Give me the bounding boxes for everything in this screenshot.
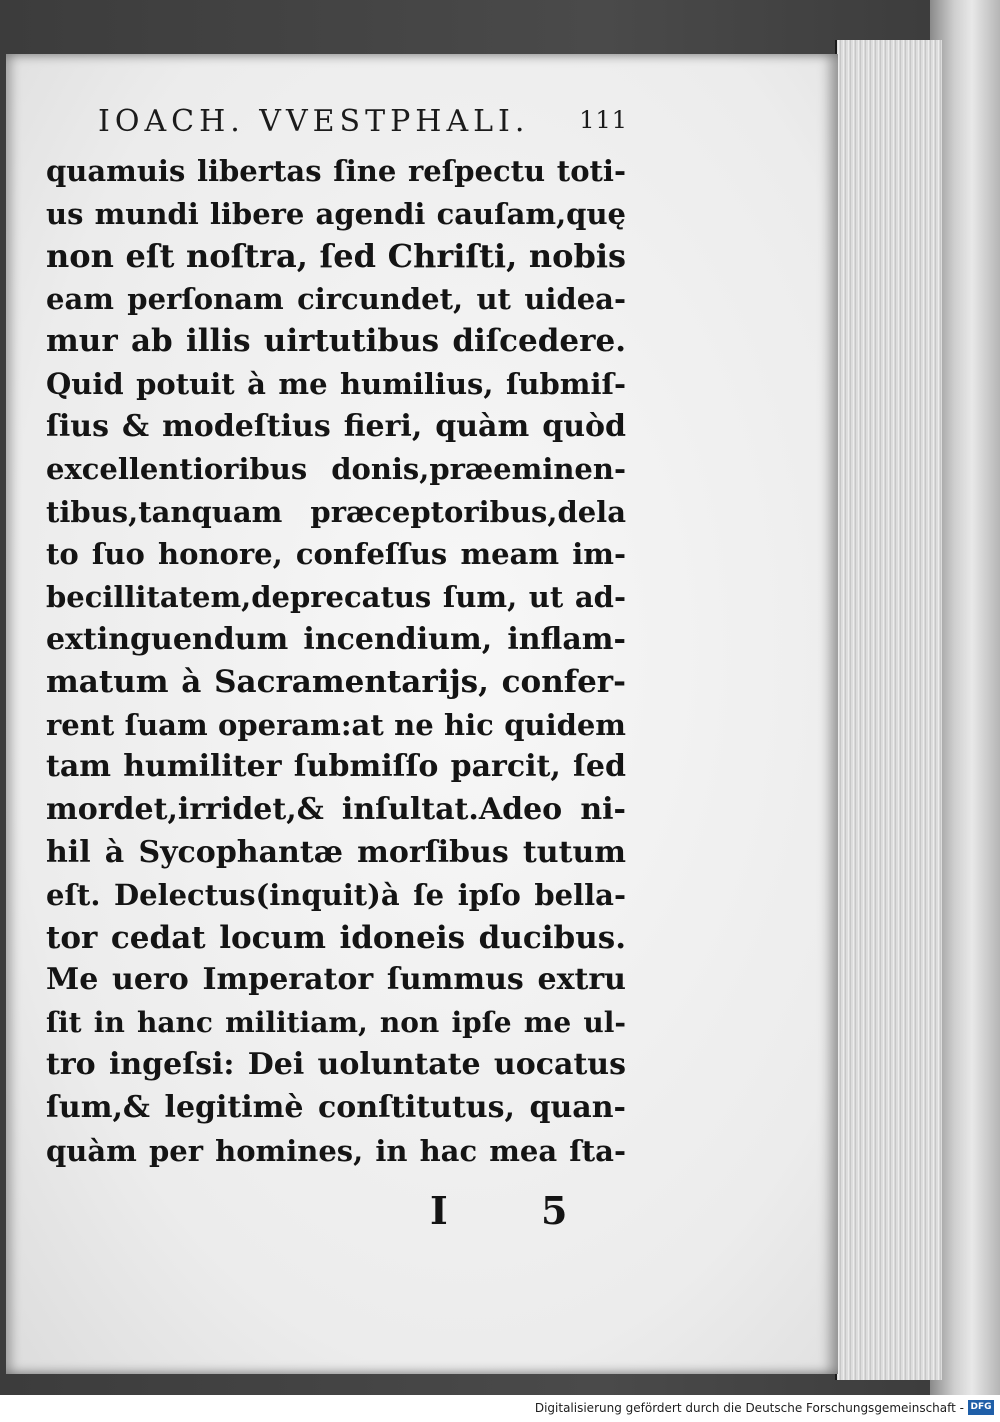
- text-line: non eſt noſtra, ſed Chriſti, nobis: [46, 237, 626, 276]
- text-line: excellentioribus donis,præeminen-: [46, 452, 626, 487]
- text-line: tro ingeſsi: Dei uoluntate uocatus: [46, 1047, 626, 1083]
- text-line: tam humiliter ſubmiſſo parcit, ſed: [46, 749, 626, 785]
- text-line: mordet,irridet,& inſultat.Adeo ni-: [46, 791, 626, 827]
- text-line: us mundi libere agendi cauſam,quę: [46, 196, 626, 231]
- text-line: ſius & modeſtius fieri, quàm quòd: [46, 408, 626, 444]
- dfg-logo: DFG: [968, 1400, 994, 1415]
- text-line: ſum,& legitimè conſtitutus, quan-: [46, 1090, 626, 1126]
- page-number: 111: [579, 106, 628, 134]
- text-line: extinguendum incendium, inflam-: [46, 621, 626, 657]
- body-text: [46, 150, 626, 1172]
- text-line: Me uero Imperator ſummus extru: [46, 962, 626, 998]
- text-line: quamuis libertas ſine reſpectu toti-: [46, 154, 626, 188]
- text-line: tibus,tanquam præceptoribus,dela: [46, 494, 626, 529]
- funding-credit: Digitalisierung gefördert durch die Deutsche Forschungsgemeinschaft -: [534, 1401, 964, 1415]
- footer-bar: [0, 1395, 1000, 1422]
- text-line: mur ab illis uirtutibus diſcedere.: [46, 323, 626, 360]
- text-line: to ſuo honore, confeſſus meam im-: [46, 537, 626, 572]
- page-edges: [835, 40, 942, 1380]
- text-line: hil à Sycophantæ morſibus tutum: [46, 834, 626, 870]
- text-line: eam perſonam circundet, ut uidea-: [46, 281, 626, 316]
- text-line: matum à Sacramentarijs, confer-: [46, 664, 626, 701]
- text-line: quàm per homines, in hac mea ſta-: [46, 1133, 626, 1168]
- text-line: tor cedat locum idoneis ducibus.: [46, 919, 626, 956]
- text-line: becillitatem,deprecatus ſum, ut ad-: [46, 579, 626, 614]
- signature-mark: I 5: [430, 1188, 608, 1233]
- text-line: rent ſuam operam:at ne hic quidem: [46, 707, 626, 742]
- running-head: [98, 104, 628, 140]
- running-head-title: IOACH. VVESTPHALI.: [98, 104, 530, 139]
- text-line: eſt. Delectus(inquit)à ſe ipſo bella-: [46, 878, 626, 913]
- text-line: ſit in hanc militiam, non ipſe me ul-: [46, 1005, 626, 1039]
- text-line: Quid potuit à me humilius, ſubmiſ-: [46, 366, 626, 401]
